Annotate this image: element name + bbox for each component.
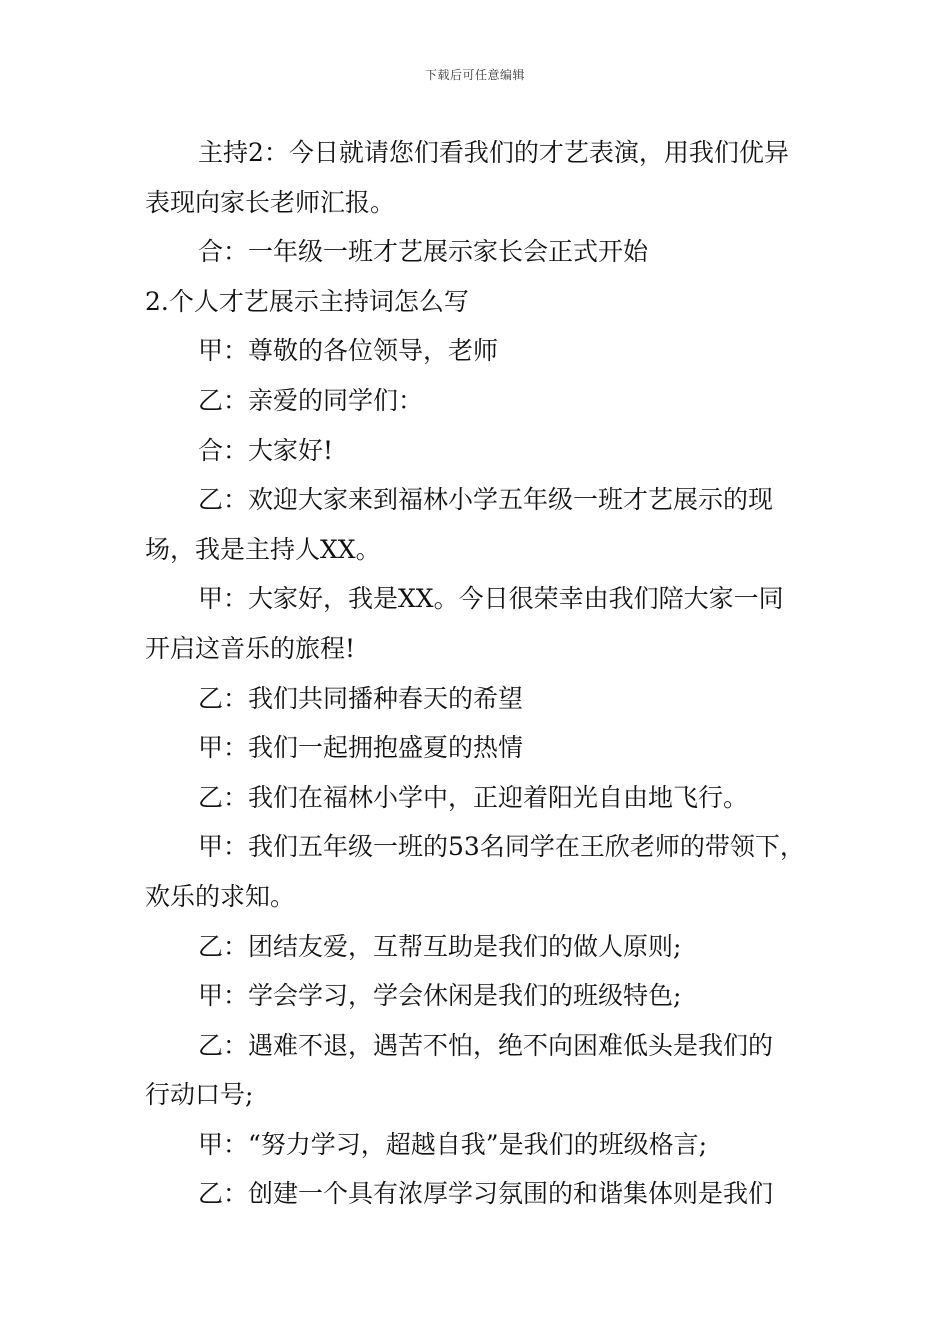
paragraph-line: 甲：“努力学习，超越自我”是我们的班级格言; xyxy=(198,1129,707,1159)
paragraph-line: 甲：我们五年级一班的53名同学在王欣老师的带领下， xyxy=(198,832,805,862)
paragraph-line: 甲：学会学习，学会休闲是我们的班级特色; xyxy=(198,981,682,1011)
paragraph-line: 乙：欢迎大家来到福林小学五年级一班才艺展示的现 xyxy=(198,485,774,515)
page-header: 下载后可任意编辑 xyxy=(424,68,525,82)
paragraph-line: 甲：尊敬的各位领导，老师 xyxy=(198,336,499,366)
paragraph-line: 乙：创建一个具有浓厚学习氛围的和谐集体则是我们 xyxy=(198,1179,774,1209)
paragraph-line: 行动口号; xyxy=(145,1080,254,1110)
paragraph-line: 欢乐的求知。 xyxy=(145,881,296,911)
section-heading: 2.个人才艺展示主持词怎么写 xyxy=(145,286,469,316)
paragraph-line: 乙：团结友爱，互帮互助是我们的做人原则; xyxy=(198,931,682,961)
paragraph-line: 乙：亲爱的同学们： xyxy=(198,385,424,415)
paragraph-line: 合：大家好! xyxy=(198,435,334,465)
paragraph-line: 甲：大家好，我是XX。今日很荣幸由我们陪大家一同 xyxy=(198,584,784,614)
paragraph-line: 甲：我们一起拥抱盛夏的热情 xyxy=(198,733,524,763)
paragraph-line: 乙：我们在福林小学中，正迎着阳光自由地飞行。 xyxy=(198,782,749,812)
paragraph-line: 乙：遇难不退，遇苦不怕，绝不向困难低头是我们的 xyxy=(198,1030,774,1060)
paragraph-line: 表现向家长老师汇报。 xyxy=(145,187,396,217)
paragraph-line: 场，我是主持人XX。 xyxy=(145,534,381,564)
document-body xyxy=(145,128,825,1219)
paragraph-line: 主持2：今日就请您们看我们的才艺表演，用我们优异 xyxy=(198,138,789,167)
paragraph-line: 乙：我们共同播种春天的希望 xyxy=(198,683,524,713)
paragraph-line: 合：一年级一班才艺展示家长会正式开始 xyxy=(198,237,649,267)
paragraph-line: 开启这音乐的旅程! xyxy=(145,633,356,663)
